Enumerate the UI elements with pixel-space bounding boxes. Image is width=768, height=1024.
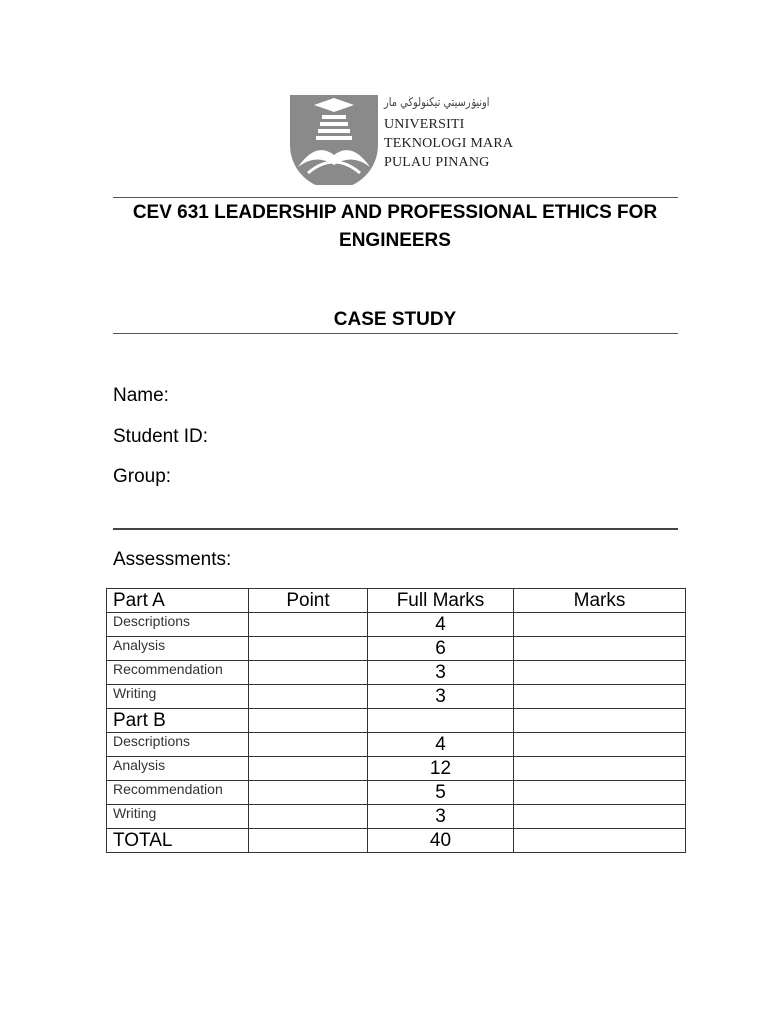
total-row (107, 829, 686, 853)
full-marks-cell: 12 (368, 757, 514, 781)
assessment-table (106, 588, 686, 853)
header-marks: Marks (514, 589, 686, 613)
full-marks-cell: 4 (368, 733, 514, 757)
table-row (107, 661, 686, 685)
row-item: Descriptions (107, 613, 249, 637)
point-cell[interactable] (249, 757, 368, 781)
university-name-line1: UNIVERSITI (384, 117, 465, 132)
course-title: CEV 631 LEADERSHIP AND PROFESSIONAL ETHICS FOR ENGINEERS (132, 202, 658, 251)
table-row (107, 637, 686, 661)
marks-cell[interactable] (514, 781, 686, 805)
university-name-line3: PULAU PINANG (384, 155, 490, 170)
student-id-label: Student ID: (113, 426, 209, 447)
point-cell[interactable] (249, 733, 368, 757)
divider (113, 197, 678, 198)
table-row (107, 757, 686, 781)
part-b-label: Part B (107, 709, 249, 733)
table-row (107, 805, 686, 829)
point-cell[interactable] (249, 781, 368, 805)
full-marks-cell: 3 (368, 685, 514, 709)
row-item: Recommendation (107, 661, 249, 685)
point-cell[interactable] (249, 637, 368, 661)
table-row (107, 613, 686, 637)
point-cell[interactable] (249, 661, 368, 685)
jawi-script: اونيۏرسيتي تيكنولوڬي مار (384, 95, 490, 109)
total-marks-cell[interactable] (514, 829, 686, 853)
table-header-row (107, 589, 686, 613)
university-logo (288, 93, 514, 185)
full-marks-cell: 6 (368, 637, 514, 661)
row-item: Recommendation (107, 781, 249, 805)
marks-cell[interactable] (514, 805, 686, 829)
university-name-line2: TEKNOLOGI MARA (384, 136, 514, 151)
full-marks-cell (368, 709, 514, 733)
university-name (384, 115, 513, 172)
row-item: Writing (107, 685, 249, 709)
divider (113, 333, 678, 334)
point-cell[interactable] (249, 685, 368, 709)
name-label: Name: (113, 385, 169, 406)
part-b-header-row (107, 709, 686, 733)
section-title: CASE STUDY (333, 309, 457, 330)
row-item: Writing (107, 805, 249, 829)
marks-cell[interactable] (514, 661, 686, 685)
marks-cell[interactable] (514, 613, 686, 637)
group-label: Group: (113, 466, 172, 487)
point-cell[interactable] (249, 829, 368, 853)
header-point: Point (249, 589, 368, 613)
marks-cell[interactable] (514, 733, 686, 757)
marks-cell[interactable] (514, 637, 686, 661)
uitm-crest-icon (288, 93, 380, 185)
divider (113, 528, 678, 530)
row-item: Analysis (107, 637, 249, 661)
table-row (107, 781, 686, 805)
point-cell[interactable] (249, 613, 368, 637)
full-marks-cell: 5 (368, 781, 514, 805)
point-cell (249, 709, 368, 733)
total-label: TOTAL (107, 829, 249, 853)
row-item: Descriptions (107, 733, 249, 757)
total-full-marks: 40 (368, 829, 514, 853)
marks-cell[interactable] (514, 757, 686, 781)
assessments-label: Assessments: (113, 549, 232, 570)
full-marks-cell: 3 (368, 805, 514, 829)
full-marks-cell: 4 (368, 613, 514, 637)
header-part-a: Part A (107, 589, 249, 613)
table-row (107, 685, 686, 709)
full-marks-cell: 3 (368, 661, 514, 685)
point-cell[interactable] (249, 805, 368, 829)
row-item: Analysis (107, 757, 249, 781)
header-full-marks: Full Marks (368, 589, 514, 613)
table-row (107, 733, 686, 757)
marks-cell (514, 709, 686, 733)
marks-cell[interactable] (514, 685, 686, 709)
